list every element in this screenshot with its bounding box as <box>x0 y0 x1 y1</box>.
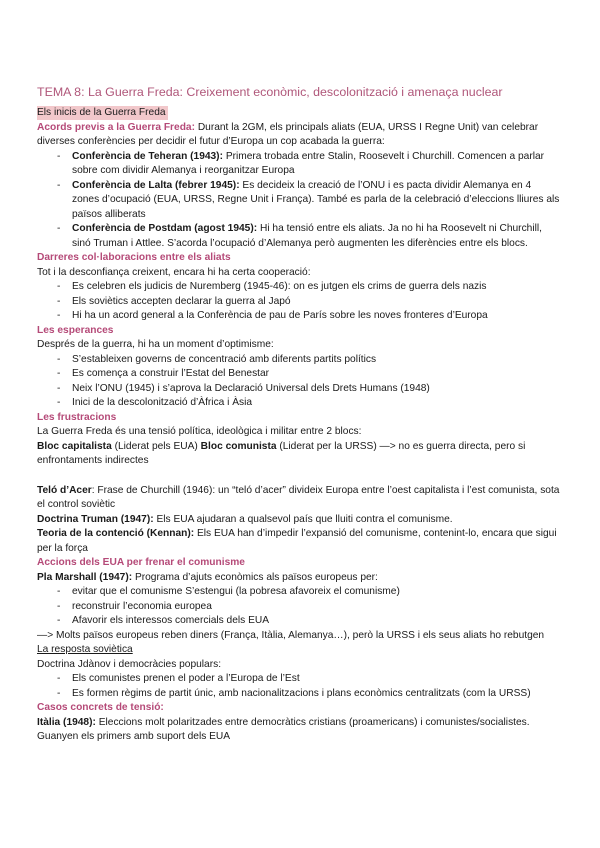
item-text: Hi ha tensió entre els aliats. Ja no hi ha Roosevelt ni Churchill, sinó Truman i Attlee. S’acorda l’ocupació d’Alemanya però augmenten les diferències entre els blocs. <box>72 223 542 249</box>
resposta-list <box>37 672 560 701</box>
section-heading-inicis <box>37 106 560 121</box>
item-bold: Conferència de Teheran (1943): <box>72 150 223 162</box>
list-item: - Es comença a construir l’Estat del Benestar <box>37 367 560 382</box>
esperances-heading: Les esperances <box>37 324 114 336</box>
list-item: - Els soviètics accepten declarar la guerra al Japó <box>37 295 560 310</box>
pla-marshall-text: Programa d’ajuts econòmics als països europeus per: <box>132 571 378 583</box>
item-text: Es decideix la creació de l’ONU i es pacta dividir Alemanya en 4 zones d’ocupació (EUA, URSS, Regne Unit i França). També es parla de la celebració d’eleccions lliures als països alliberats <box>72 179 560 220</box>
esperances-list <box>37 353 560 411</box>
list-item: - Inici de la descolonització d’Àfrica i Àsia <box>37 396 560 411</box>
telo-bold: Teló d’Acer <box>37 484 92 496</box>
pla-marshall-bold: Pla Marshall (1947): <box>37 571 133 583</box>
truman-text: Els EUA ajudaran a qualsevol país que lluiti contra el comunisme. <box>153 513 453 525</box>
acords-heading: Acords previs a la Guerra Freda: <box>37 121 195 133</box>
resposta-intro: Doctrina Jdànov i democràcies populars: <box>37 658 222 670</box>
bloc-capitalista-text: (Liderat pels EUA) <box>111 440 201 452</box>
truman-paragraph <box>37 513 560 528</box>
italia-text: Eleccions molt polaritzades entre democràtics cristians (proamericans) i comunistes/socialistes. Guanyen els primers amb suport dels EUA <box>37 716 530 742</box>
pla-marshall-paragraph <box>37 571 560 586</box>
darreres-intro: Tot i la desconfiança creixent, encara hi ha certa cooperació: <box>37 266 311 278</box>
list-item: - Afavorir els interessos comercials dels EUA <box>37 614 560 629</box>
frustracions-intro: La Guerra Freda és una tensió política, ideològica i militar entre 2 blocs: <box>37 426 362 437</box>
bloc-comunista-text: (Liderat per la URSS) —> no es guerra directa, pero si enfrontaments indirectes <box>37 440 526 466</box>
highlighted-heading: Els inicis de la Guerra Freda <box>37 107 166 118</box>
kennan-bold: Teoria de la contenció (Kennan): <box>37 528 195 539</box>
bloc-comunista: Bloc comunista <box>200 440 277 452</box>
italia-paragraph <box>37 716 560 745</box>
kennan-paragraph <box>37 527 560 556</box>
frustracions-heading: Les frustracions <box>37 411 117 423</box>
italia-bold: Itàlia (1948): <box>37 716 96 728</box>
list-item: - Els comunistes prenen el poder a l’Europa de l’Est <box>37 672 560 687</box>
list-item: - Neix l’ONU (1945) i s’aprova la Declaració Universal dels Drets Humans (1948) <box>37 382 560 397</box>
bloc-capitalista: Bloc capitalista <box>37 440 112 452</box>
casos-heading: Casos concrets de tensió: <box>37 702 164 713</box>
list-item <box>37 179 560 223</box>
list-item: - evitar que el comunisme S’estengui (la pobresa afavoreix el comunisme) <box>37 585 560 600</box>
kennan-text: Els EUA han d’impedir l’expansió del comunisme, contenint-lo, encara que sigui per la força <box>37 528 557 554</box>
esperances-intro: Després de la guerra, hi ha un moment d’optimisme: <box>37 339 274 350</box>
accions-outro: —> Molts països europeus reben diners (França, Itàlia, Alemanya…), però la URSS i els seus aliats ho rebutgen <box>37 629 545 641</box>
telo-paragraph <box>37 484 560 513</box>
list-item <box>37 222 560 251</box>
acords-text: Durant la 2GM, els principals aliats (EUA, URSS I Regne Unit) van celebrar diverses conferències per decidir el futur d’Europa un cop acabada la guerra: <box>37 121 539 147</box>
list-item: - Hi ha un acord general a la Conferència de pau de París sobre les noves fronteres d’Europa <box>37 309 560 324</box>
truman-bold: Doctrina Truman (1947): <box>37 513 154 525</box>
item-bold: Conferència de Lalta (febrer 1945): <box>72 179 240 191</box>
list-item: - Es celebren els judicis de Nuremberg (1945-46): on es jutgen els crims de guerra dels nazis <box>37 280 560 295</box>
acords-list <box>37 150 560 252</box>
acords-paragraph <box>37 121 560 150</box>
accions-heading: Accions dels EUA per frenar el comunisme <box>37 557 245 568</box>
telo-text: : Frase de Churchill (1946): un “teló d’acer” divideix Europa entre l’oest capitalista i l’est comunista, sota el control soviètic <box>37 484 560 510</box>
item-text: Primera trobada entre Stalin, Roosevelt i Churchill. Comencen a parlar sobre com dividir Alemanya i reorganitzar Europa <box>72 150 545 176</box>
darreres-list <box>37 280 560 324</box>
resposta-heading: La resposta soviètica <box>37 644 133 655</box>
item-bold: Conferència de Postdam (agost 1945): <box>72 223 258 234</box>
darreres-heading: Darreres col·laboracions entre els aliats <box>37 252 231 263</box>
document-content <box>37 106 560 745</box>
blocs-paragraph <box>37 440 560 469</box>
list-item: - reconstruir l’economia europea <box>37 600 560 615</box>
list-item: - Es formen règims de partit únic, amb nacionalitzacions i plans econòmics centralitzats (com la URSS) <box>37 687 560 702</box>
document-title: TEMA 8: La Guerra Freda: Creixement econòmic, descolonització i amenaça nuclear <box>37 85 503 99</box>
spacer <box>37 469 560 484</box>
list-item: - S’estableixen governs de concentració amb diferents partits polítics <box>37 353 560 368</box>
list-item <box>37 150 560 179</box>
accions-list <box>37 585 560 629</box>
